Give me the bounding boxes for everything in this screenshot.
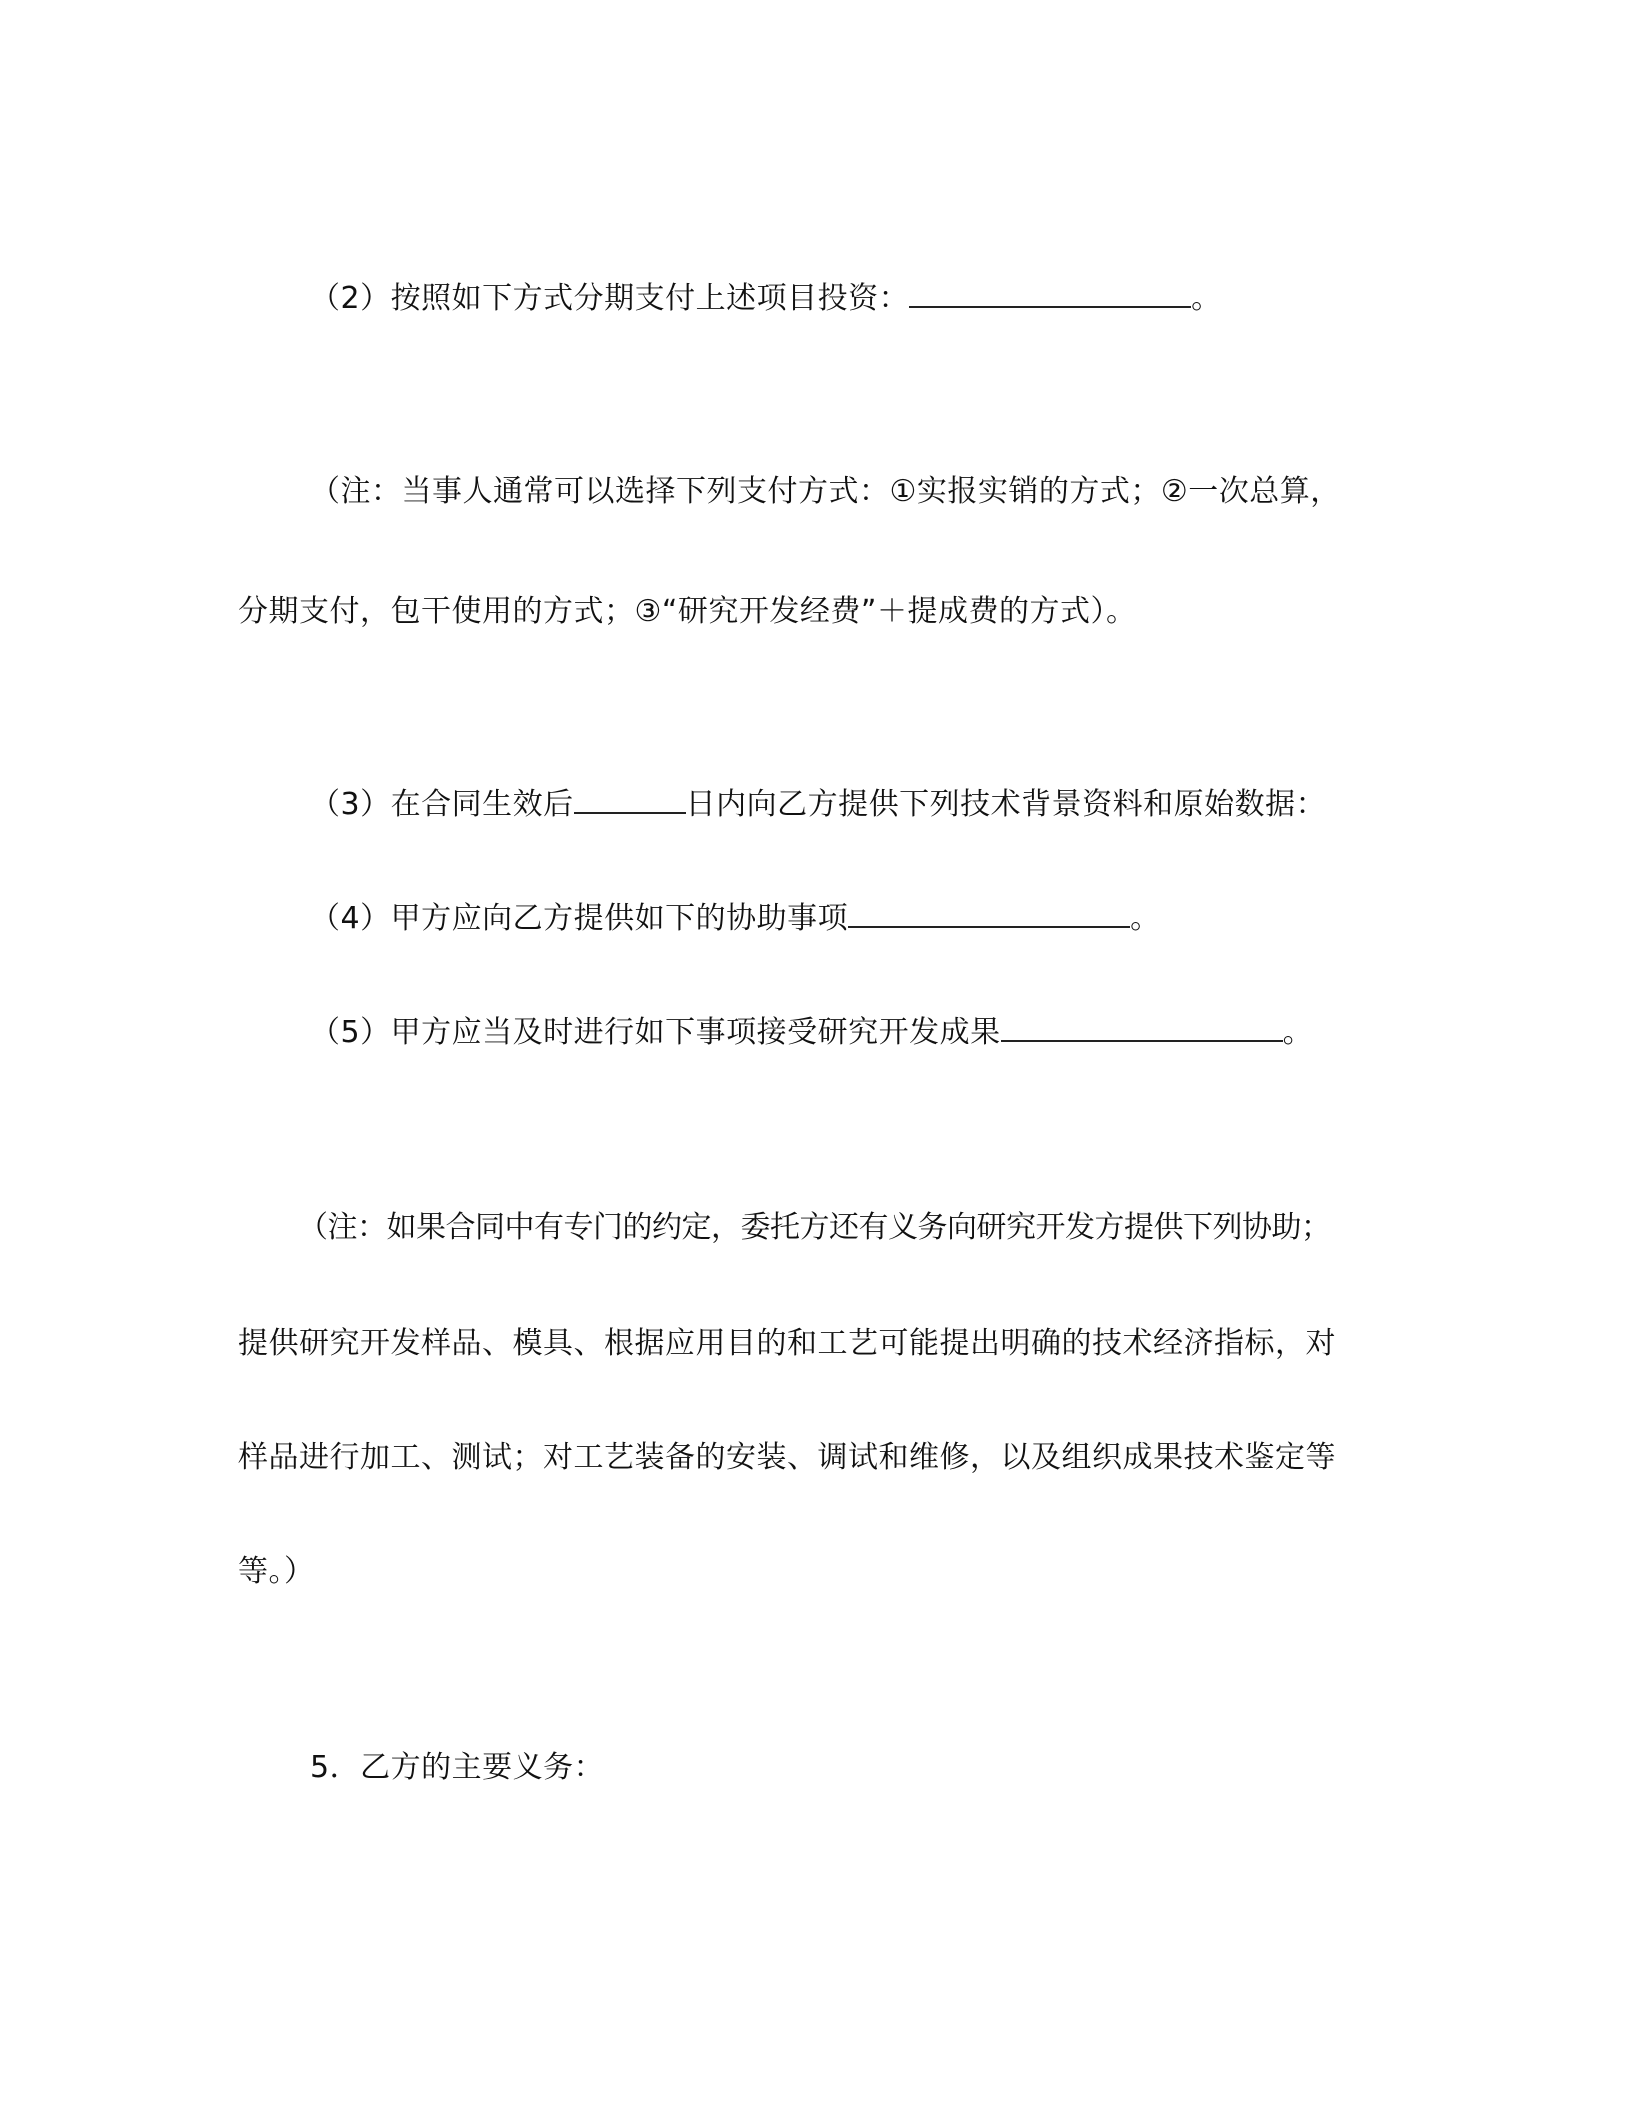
clause-item-4-text: （4）甲方应向乙方提供如下的协助事项 bbox=[310, 901, 849, 936]
clause-item-3 bbox=[310, 782, 1326, 827]
fill-blank-item-2[interactable] bbox=[909, 276, 1191, 308]
note-2-line-2: 提供研究开发样品、模具、根据应用目的和工艺可能提出明确的技术经济指标，对 bbox=[238, 1326, 1336, 1361]
section-5-heading: 5．乙方的主要义务： bbox=[310, 1750, 605, 1785]
note-1-line-2: 分期支付，包干使用的方式；③“研究开发经费”＋提成费的方式）。 bbox=[238, 594, 1137, 629]
note-2-line-3: 样品进行加工、测试；对工艺装备的安装、调试和维修，以及组织成果技术鉴定等 bbox=[238, 1440, 1336, 1475]
note-2-line-1: （注：如果合同中有专门的约定，委托方还有义务向研究开发方提供下列协助； bbox=[298, 1210, 1331, 1245]
fill-blank-item-3-days[interactable] bbox=[574, 782, 686, 814]
fill-blank-item-5[interactable] bbox=[1001, 1010, 1283, 1042]
clause-item-5 bbox=[310, 1010, 1313, 1055]
clause-item-5-text: （5）甲方应当及时进行如下事项接受研究开发成果 bbox=[310, 1015, 1001, 1050]
clause-item-3-post: 日内向乙方提供下列技术背景资料和原始数据： bbox=[685, 787, 1327, 822]
note-1-line-1: （注：当事人通常可以选择下列支付方式：①实报实销的方式；②一次总算， bbox=[310, 474, 1341, 509]
note-2-line-4: 等。） bbox=[238, 1554, 315, 1589]
clause-item-4-end: 。 bbox=[1130, 901, 1161, 936]
clause-item-3-pre: （3）在合同生效后 bbox=[310, 787, 574, 822]
fill-blank-item-4[interactable] bbox=[848, 896, 1130, 928]
clause-item-2-text: （2）按照如下方式分期支付上述项目投资： bbox=[310, 281, 910, 316]
clause-item-4 bbox=[310, 896, 1161, 941]
clause-item-5-end: 。 bbox=[1282, 1015, 1314, 1050]
clause-item-2-end: 。 bbox=[1191, 281, 1222, 316]
clause-item-2 bbox=[310, 276, 1222, 321]
